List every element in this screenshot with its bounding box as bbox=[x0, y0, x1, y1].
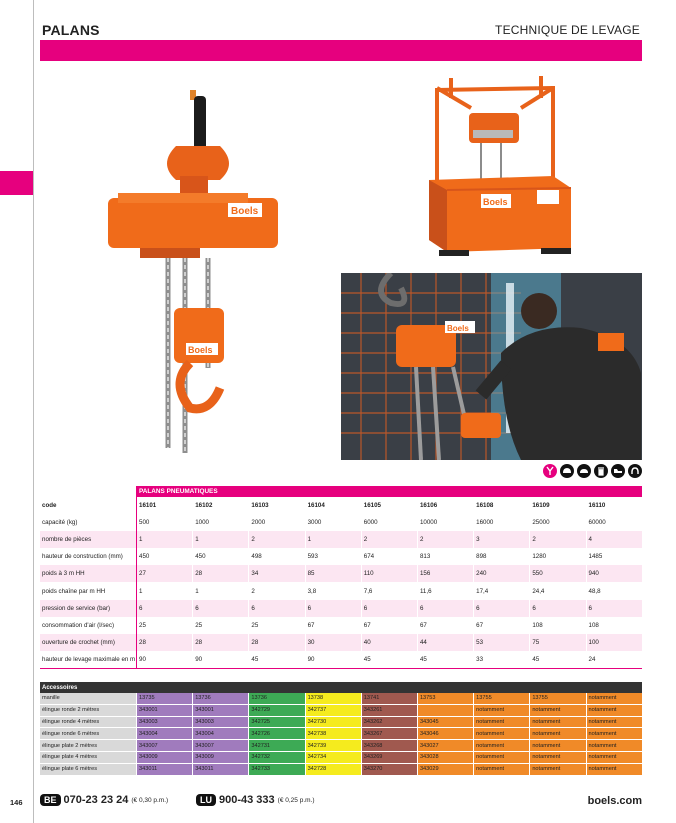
spec-cell: 1 bbox=[305, 531, 361, 548]
accessory-cell: notamment bbox=[473, 728, 529, 739]
spec-cell: 674 bbox=[361, 548, 417, 565]
spec-cell: 48,8 bbox=[586, 582, 642, 599]
shoe-icon bbox=[611, 464, 625, 478]
accessory-cell: 343027 bbox=[417, 740, 473, 751]
accessory-cell: 343268 bbox=[361, 740, 417, 751]
lu-phone[interactable]: 900-43 333 bbox=[219, 794, 275, 806]
svg-text:Boels: Boels bbox=[447, 324, 469, 333]
accessory-cell: 343001 bbox=[136, 705, 192, 716]
accessory-label: élingue ronde 4 mètres bbox=[40, 717, 136, 728]
accessory-cell: notamment bbox=[586, 728, 642, 739]
accessory-cell: 342725 bbox=[248, 717, 304, 728]
spec-cell: 67 bbox=[417, 617, 473, 634]
page-title: PALANS bbox=[42, 22, 100, 38]
accessory-cell: notamment bbox=[473, 764, 529, 775]
spec-cell: 90 bbox=[136, 651, 192, 668]
ear-icon bbox=[628, 464, 642, 478]
spec-cell: 6 bbox=[361, 600, 417, 617]
accessory-cell: notamment bbox=[529, 717, 585, 728]
accessories-title: Accessoires bbox=[40, 682, 642, 693]
spec-cell: 6 bbox=[136, 600, 192, 617]
spec-cell: 17,4 bbox=[473, 582, 529, 599]
spec-cell: 16101 bbox=[136, 497, 192, 514]
spec-cell: 90 bbox=[192, 651, 248, 668]
accessory-row bbox=[40, 764, 642, 776]
spec-cell: 67 bbox=[361, 617, 417, 634]
spec-cell: 16000 bbox=[473, 514, 529, 531]
page-number: 146 bbox=[10, 798, 23, 807]
accessory-cell: 13741 bbox=[361, 693, 417, 704]
spec-cell: 813 bbox=[417, 548, 473, 565]
accessory-label: élingue ronde 2 mètres bbox=[40, 705, 136, 716]
accessory-cell: 343270 bbox=[361, 764, 417, 775]
accessory-cell: 343045 bbox=[417, 717, 473, 728]
spec-cell: 25 bbox=[192, 617, 248, 634]
svg-text:Boels: Boels bbox=[483, 197, 508, 207]
spec-row bbox=[40, 514, 642, 531]
accessory-cell: 343009 bbox=[192, 752, 248, 763]
spec-cell: 6 bbox=[473, 600, 529, 617]
accessory-row bbox=[40, 705, 642, 717]
accessory-cell: 342731 bbox=[248, 740, 304, 751]
cap-icon bbox=[577, 464, 591, 478]
accessory-row bbox=[40, 717, 642, 729]
svg-text:Boels: Boels bbox=[231, 206, 259, 217]
accessory-row bbox=[40, 728, 642, 740]
spec-section-title: PALANS PNEUMATIQUES bbox=[136, 486, 642, 497]
accessories-table bbox=[40, 682, 642, 776]
spec-cell: 1485 bbox=[586, 548, 642, 565]
helmet-icon bbox=[560, 464, 574, 478]
accessory-cell: 342726 bbox=[248, 728, 304, 739]
accessory-cell: 343009 bbox=[136, 752, 192, 763]
accessory-cell: 343269 bbox=[361, 752, 417, 763]
spec-cell: 550 bbox=[529, 565, 585, 582]
spec-cell: 450 bbox=[136, 548, 192, 565]
spec-cell: 75 bbox=[529, 634, 585, 651]
accessory-cell: 342729 bbox=[248, 705, 304, 716]
section-tab-marker bbox=[0, 171, 33, 195]
accessory-cell: 342732 bbox=[248, 752, 304, 763]
accessory-cell: 343007 bbox=[192, 740, 248, 751]
spec-cell: 11,6 bbox=[417, 582, 473, 599]
accessory-cell: 342734 bbox=[305, 752, 361, 763]
spec-cell: 16104 bbox=[305, 497, 361, 514]
spec-cell: 45 bbox=[417, 651, 473, 668]
spec-cell: 85 bbox=[305, 565, 361, 582]
accessory-cell: notamment bbox=[586, 717, 642, 728]
spec-cell: 44 bbox=[417, 634, 473, 651]
spec-cell: 10000 bbox=[417, 514, 473, 531]
spec-cell: 2000 bbox=[248, 514, 304, 531]
spec-cell: 7,6 bbox=[361, 582, 417, 599]
lu-badge: LU bbox=[196, 794, 216, 806]
spec-row bbox=[40, 548, 642, 565]
spec-cell: 1 bbox=[192, 582, 248, 599]
accessory-cell: notamment bbox=[586, 693, 642, 704]
accessory-cell: 13753 bbox=[417, 693, 473, 704]
spec-cell: 1280 bbox=[529, 548, 585, 565]
spec-cell: 6 bbox=[305, 600, 361, 617]
spec-cell: 67 bbox=[305, 617, 361, 634]
spec-cell: 100 bbox=[586, 634, 642, 651]
accessory-cell: 343003 bbox=[136, 717, 192, 728]
be-phone[interactable]: 070-23 23 24 bbox=[63, 794, 129, 806]
spec-cell: 500 bbox=[136, 514, 192, 531]
air-hoist-icon bbox=[40, 68, 334, 460]
spec-row-label: ouverture de crochet (mm) bbox=[42, 638, 115, 646]
spec-cell: 25 bbox=[248, 617, 304, 634]
spec-cell: 6 bbox=[248, 600, 304, 617]
spec-cell: 28 bbox=[192, 565, 248, 582]
spec-cell: 16103 bbox=[248, 497, 304, 514]
spec-row-label: pression de service (bar) bbox=[42, 604, 111, 612]
spec-cell: 90 bbox=[305, 651, 361, 668]
spec-cell: 16102 bbox=[192, 497, 248, 514]
spec-bottom-rule bbox=[40, 668, 642, 669]
spec-row-label: code bbox=[42, 502, 57, 510]
accessory-cell: notamment bbox=[586, 705, 642, 716]
spec-cell: 6 bbox=[529, 600, 585, 617]
spec-cell: 2 bbox=[248, 582, 304, 599]
svg-text:Boels: Boels bbox=[188, 345, 213, 355]
spec-cell: 6 bbox=[417, 600, 473, 617]
accessory-label: élingue plate 4 mètres bbox=[40, 752, 136, 763]
spec-cell: 1000 bbox=[192, 514, 248, 531]
spec-cell: 67 bbox=[473, 617, 529, 634]
spec-cell: 3000 bbox=[305, 514, 361, 531]
spec-cell: 6 bbox=[192, 600, 248, 617]
spec-cell: 898 bbox=[473, 548, 529, 565]
spec-cell: 4 bbox=[586, 531, 642, 548]
spec-row bbox=[40, 582, 642, 599]
accessory-cell: notamment bbox=[586, 764, 642, 775]
spec-row-label: capacité (kg) bbox=[42, 519, 78, 527]
accessory-cell: 343007 bbox=[136, 740, 192, 751]
accessory-row bbox=[40, 693, 642, 705]
be-rate: (€ 0,30 p.m.) bbox=[131, 796, 169, 804]
hoist-photo bbox=[40, 68, 334, 460]
spec-cell: 27 bbox=[136, 565, 192, 582]
spec-cell: 33 bbox=[473, 651, 529, 668]
accessory-cell: 342728 bbox=[305, 764, 361, 775]
glove-icon bbox=[594, 464, 608, 478]
accessory-cell: 13736 bbox=[192, 693, 248, 704]
be-badge: BE bbox=[40, 794, 61, 806]
accessory-cell: notamment bbox=[473, 740, 529, 751]
accessory-cell: 343003 bbox=[192, 717, 248, 728]
spec-cell: 28 bbox=[136, 634, 192, 651]
spec-cell: 108 bbox=[529, 617, 585, 634]
category-title: TECHNIQUE DE LEVAGE bbox=[495, 23, 640, 37]
spec-cell: 3 bbox=[473, 531, 529, 548]
accessory-cell: 343029 bbox=[417, 764, 473, 775]
spec-cell: 16110 bbox=[586, 497, 642, 514]
spec-row-label: hauteur de levage maximale en m bbox=[42, 655, 136, 663]
accessory-cell: 343011 bbox=[192, 764, 248, 775]
accessory-cell: notamment bbox=[529, 764, 585, 775]
spec-cell: 28 bbox=[248, 634, 304, 651]
hoist-frame-icon bbox=[341, 68, 642, 268]
accessory-cell: 342737 bbox=[305, 705, 361, 716]
spec-cell: 1 bbox=[136, 531, 192, 548]
spec-cell: 16105 bbox=[361, 497, 417, 514]
spec-row bbox=[40, 531, 642, 548]
lu-contact bbox=[196, 794, 315, 806]
accessory-row bbox=[40, 752, 642, 764]
spec-row-label: poids à 3 m HH bbox=[42, 570, 85, 578]
accessory-cell: 343267 bbox=[361, 728, 417, 739]
spec-title-row bbox=[40, 486, 642, 497]
spec-cell: 1 bbox=[136, 582, 192, 599]
spec-cell: 498 bbox=[248, 548, 304, 565]
spec-cell: 2 bbox=[417, 531, 473, 548]
spec-code-row bbox=[40, 497, 642, 514]
accessory-label: manille bbox=[40, 693, 136, 704]
be-contact bbox=[40, 794, 168, 806]
accessory-label: élingue ronde 6 mètres bbox=[40, 728, 136, 739]
spec-cell: 110 bbox=[361, 565, 417, 582]
spec-table bbox=[40, 486, 642, 669]
spec-cell: 6000 bbox=[361, 514, 417, 531]
spec-cell: 3,8 bbox=[305, 582, 361, 599]
spec-cell: 2 bbox=[529, 531, 585, 548]
spec-cell: 24 bbox=[586, 651, 642, 668]
hoist-frame-photo bbox=[341, 68, 642, 268]
accessory-cell: 342739 bbox=[305, 740, 361, 751]
spec-row bbox=[40, 565, 642, 582]
accessory-cell: 343004 bbox=[192, 728, 248, 739]
spec-cell: 2 bbox=[248, 531, 304, 548]
accessory-cell: 343046 bbox=[417, 728, 473, 739]
accessory-cell: notamment bbox=[529, 728, 585, 739]
spec-row-label: poids chaîne par m HH bbox=[42, 587, 106, 595]
accessory-cell: notamment bbox=[529, 705, 585, 716]
spec-cell: 30 bbox=[305, 634, 361, 651]
accessory-row bbox=[40, 740, 642, 752]
website-link[interactable]: boels.com bbox=[587, 795, 642, 807]
accessory-cell: 13755 bbox=[529, 693, 585, 704]
spec-cell: 450 bbox=[192, 548, 248, 565]
spec-row bbox=[40, 651, 642, 668]
accessory-cell: notamment bbox=[529, 752, 585, 763]
spec-row-label: consommation d'air (l/sec) bbox=[42, 621, 115, 629]
accessory-cell: 343004 bbox=[136, 728, 192, 739]
spec-cell: 156 bbox=[417, 565, 473, 582]
accessory-cell: 342733 bbox=[248, 764, 304, 775]
accessory-cell: 342730 bbox=[305, 717, 361, 728]
accessory-cell: notamment bbox=[473, 717, 529, 728]
spec-cell: 45 bbox=[248, 651, 304, 668]
spec-row-label: nombre de pièces bbox=[42, 536, 92, 544]
accessory-cell: notamment bbox=[473, 752, 529, 763]
accessory-cell: 343262 bbox=[361, 717, 417, 728]
spec-cell: 60000 bbox=[586, 514, 642, 531]
accessory-cell: 343261 bbox=[361, 705, 417, 716]
spec-cell: 16108 bbox=[473, 497, 529, 514]
accessory-cell bbox=[417, 705, 473, 716]
spec-cell: 16106 bbox=[417, 497, 473, 514]
spec-cell: 108 bbox=[586, 617, 642, 634]
accessory-label: élingue plate 2 mètres bbox=[40, 740, 136, 751]
accessory-cell: 13735 bbox=[136, 693, 192, 704]
accessory-cell: notamment bbox=[586, 740, 642, 751]
spec-cell: 40 bbox=[361, 634, 417, 651]
accessory-label: élingue plate 6 mètres bbox=[40, 764, 136, 775]
spec-cell: 6 bbox=[586, 600, 642, 617]
accessory-cell: 343011 bbox=[136, 764, 192, 775]
spec-row bbox=[40, 617, 642, 634]
spec-row bbox=[40, 600, 642, 617]
spec-cell: 940 bbox=[586, 565, 642, 582]
accessory-cell: 343028 bbox=[417, 752, 473, 763]
spec-cell: 45 bbox=[529, 651, 585, 668]
accessory-cell: notamment bbox=[529, 740, 585, 751]
worker-photo bbox=[341, 273, 642, 460]
spec-row bbox=[40, 634, 642, 651]
ppe-icon bbox=[543, 464, 557, 478]
lu-rate: (€ 0,25 p.m.) bbox=[277, 796, 315, 804]
accessory-cell: 13755 bbox=[473, 693, 529, 704]
header-bar bbox=[40, 40, 642, 61]
accessory-cell: notamment bbox=[473, 705, 529, 716]
worker-icon bbox=[341, 273, 642, 460]
spec-cell: 25 bbox=[136, 617, 192, 634]
spec-row-label: hauteur de construction (mm) bbox=[42, 553, 123, 561]
accessory-cell: 342738 bbox=[305, 728, 361, 739]
safety-icons bbox=[543, 464, 642, 478]
spec-cell: 53 bbox=[473, 634, 529, 651]
spec-cell: 24,4 bbox=[529, 582, 585, 599]
spec-cell: 593 bbox=[305, 548, 361, 565]
spec-cell: 28 bbox=[192, 634, 248, 651]
accessory-cell: notamment bbox=[586, 752, 642, 763]
spec-cell: 16109 bbox=[529, 497, 585, 514]
accessory-cell: 343001 bbox=[192, 705, 248, 716]
left-margin-rule bbox=[33, 0, 34, 823]
accessory-cell: 13738 bbox=[305, 693, 361, 704]
spec-cell: 1 bbox=[192, 531, 248, 548]
spec-cell: 34 bbox=[248, 565, 304, 582]
spec-cell: 240 bbox=[473, 565, 529, 582]
spec-cell: 25000 bbox=[529, 514, 585, 531]
accessory-cell: 13736 bbox=[248, 693, 304, 704]
spec-cell: 45 bbox=[361, 651, 417, 668]
spec-cell: 2 bbox=[361, 531, 417, 548]
